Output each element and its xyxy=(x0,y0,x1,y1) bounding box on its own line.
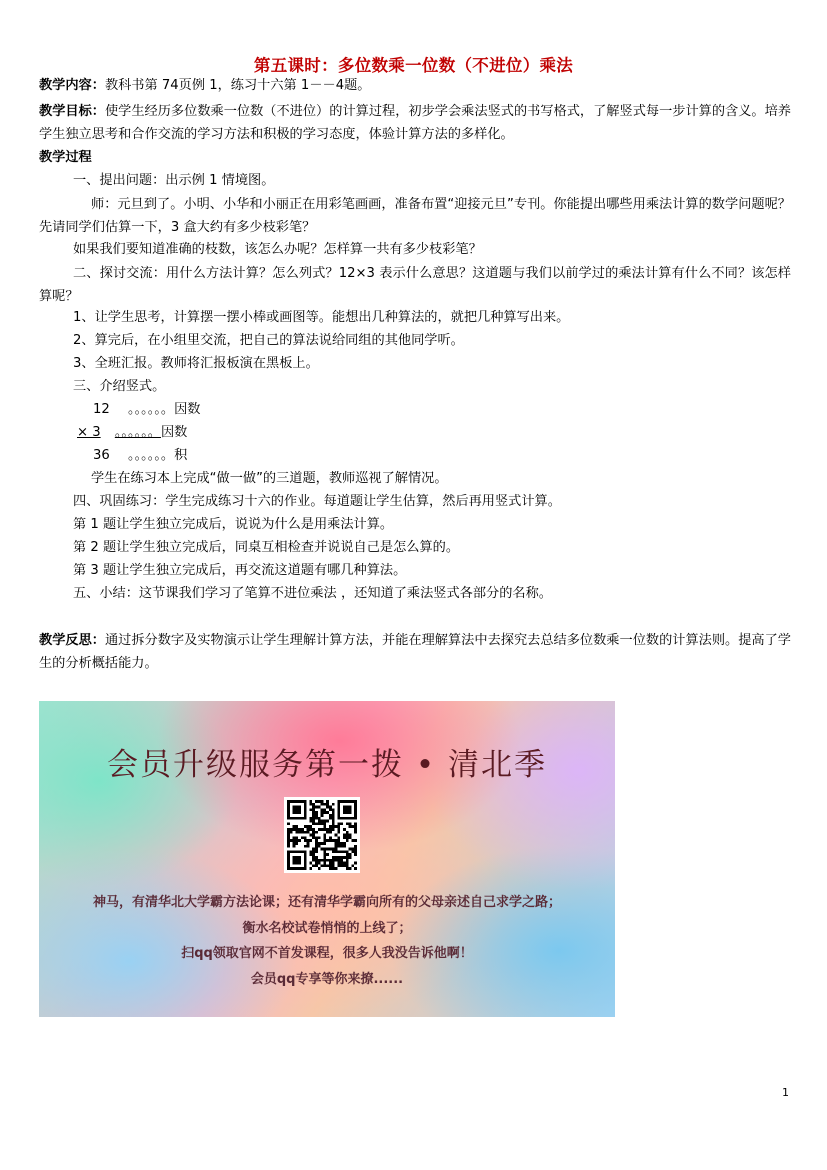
vertical-label-1: 因数 xyxy=(174,402,201,417)
step-4: 四、巩固练习：学生完成练习十六的作业。每道题让学生估算，然后再用竖式计算。 xyxy=(73,494,561,509)
process-label: 教学过程 xyxy=(39,150,92,165)
lesson-title: 第五课时：多位数乘一位数（不进位）乘法 xyxy=(253,56,574,75)
goal-paragraph xyxy=(39,100,791,146)
promo-banner[interactable] xyxy=(39,701,615,1017)
teacher-paragraph: 师：元旦到了。小明、小华和小丽正在用彩笔画画，准备布置“迎接元旦”专刊。你能提出哪些用乘法计算的数学问题呢？先请同学们估算一下，3 盒大约有多少枝彩笔？ xyxy=(39,197,791,235)
reflection-text: 通过拆分数字及实物演示让学生理解计算方法，并能在理解算法中去探究去总结多位数乘一位数的计算法则。提高了学生的分析概括能力。 xyxy=(39,633,791,671)
step-4-1: 第 1 题让学生独立完成后，说说为什么是用乘法计算。 xyxy=(73,517,394,532)
vertical-dots-1: 。。。。。。 xyxy=(127,402,175,417)
step-4-2: 第 2 题让学生独立完成后，同桌互相检查并说说自己是怎么算的。 xyxy=(73,540,460,555)
step-1-question: 如果我们要知道准确的枝数，该怎么办呢？怎样算一共有多少枝彩笔？ xyxy=(73,242,482,257)
step-4-3: 第 3 题让学生独立完成后，再交流这道题有哪几种算法。 xyxy=(73,563,407,578)
vertical-factor-2: × 3 xyxy=(77,425,101,440)
qr-code-graphic xyxy=(287,800,357,870)
step-2-1: 1、让学生思考，计算摆一摆小棒或画图等。能想出几种算法的，就把几种算写出来。 xyxy=(73,310,570,325)
goal-text: 使学生经历多位数乘一位数（不进位）的计算过程，初步学会乘法竖式的书写格式，了解竖式每一步计算的含义。培养学生独立思考和合作交流的学习方法和积极的学习态度，体验计算方法的多样化。 xyxy=(39,104,791,142)
vertical-dots-3: 。。。。。。 xyxy=(127,448,175,463)
vertical-row-2 xyxy=(77,423,187,443)
content-label: 教学内容： xyxy=(39,78,105,93)
vertical-factor-1: 12 xyxy=(93,402,110,417)
vertical-dots-2: 。。。。。。 xyxy=(114,425,161,440)
content-row xyxy=(39,76,370,96)
content-text: 教科书第 74页例 1，练习十六第 1－－4题。 xyxy=(104,78,371,93)
vertical-label-3: 积 xyxy=(174,448,188,463)
reflection-label: 教学反思： xyxy=(39,633,105,648)
banner-lines xyxy=(39,890,615,992)
page-number: 1 xyxy=(782,1086,789,1099)
step-5: 五、小结：这节课我们学习了笔算不进位乘法 ，还知道了乘法竖式各部分的名称。 xyxy=(73,586,552,601)
vertical-row-1 xyxy=(93,400,200,420)
vertical-label-2: 因数 xyxy=(160,425,188,440)
step-2: 二、探讨交流：用什么方法计算？怎么列式？12×3 表示什么意思？这道题与我们以前学过的乘法计算有什么不同？该怎样算呢？ xyxy=(39,266,791,304)
qr-code-icon[interactable] xyxy=(284,797,360,873)
step-2-2: 2、算完后，在小组里交流，把自己的算法说给同组的其他同学听。 xyxy=(73,333,464,348)
step-3-end: 学生在练习本上完成“做一做”的三道题，教师巡视了解情况。 xyxy=(91,471,448,486)
banner-heading: 会员升级服务第一拨 • 清北季 xyxy=(107,747,547,783)
step-1: 一、提出问题：出示例 1 情境图。 xyxy=(73,173,275,188)
vertical-product: 36 xyxy=(93,448,110,463)
step-3: 三、介绍竖式。 xyxy=(73,379,166,394)
banner-line-2: 衡水名校试卷悄悄的上线了； xyxy=(242,920,412,936)
goal-label: 教学目标： xyxy=(39,104,105,119)
reflection-paragraph xyxy=(39,629,791,675)
banner-line-1: 神马，有清华北大学霸方法论课；还有清华学霸向所有的父母亲述自己求学之路； xyxy=(92,895,561,910)
vertical-row-3 xyxy=(93,446,187,466)
banner-line-3: 扫qq领取官网不首发课程，很多人我没告诉他啊！ xyxy=(181,946,473,961)
banner-line-4: 会员qq专享等你来撩...... xyxy=(250,971,404,987)
step-2-3: 3、全班汇报。教师将汇报板演在黑板上。 xyxy=(73,356,319,371)
